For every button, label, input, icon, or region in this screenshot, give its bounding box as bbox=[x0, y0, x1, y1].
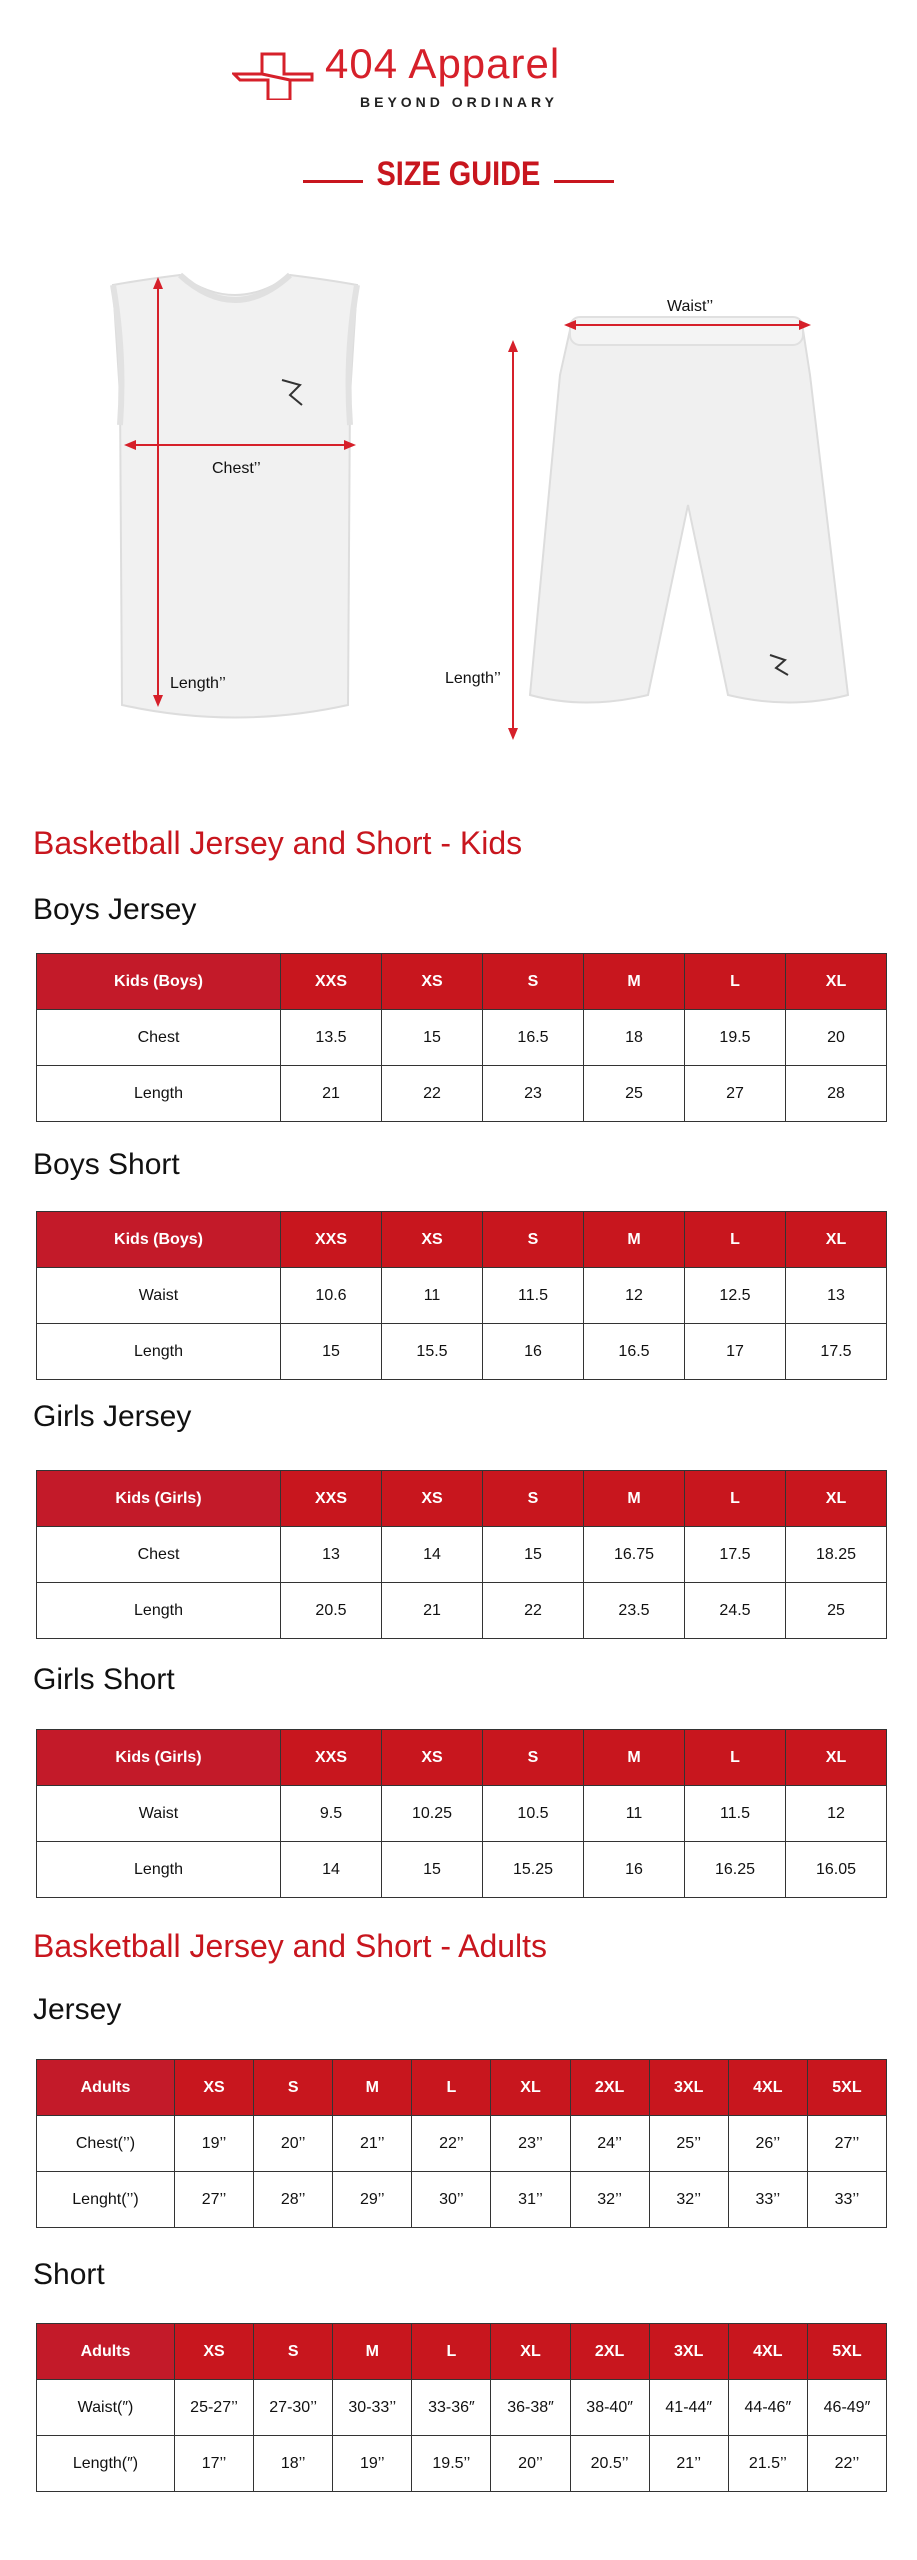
table-row bbox=[37, 1842, 887, 1898]
table-header-category: Kids (Boys) bbox=[37, 954, 281, 1010]
table-cell: 22 bbox=[382, 1066, 483, 1122]
table-header-size: XL bbox=[786, 954, 887, 1010]
table-row-label: Waist(″) bbox=[37, 2380, 175, 2436]
table-cell: 19.5’’ bbox=[412, 2436, 491, 2492]
table-header-size: XL bbox=[491, 2060, 570, 2116]
table-header-size: XS bbox=[175, 2060, 254, 2116]
brand-tagline: BEYOND ORDINARY bbox=[360, 94, 558, 110]
table-cell: 20 bbox=[786, 1010, 887, 1066]
table-header-size: S bbox=[483, 954, 584, 1010]
table-cell: 25-27’’ bbox=[175, 2380, 254, 2436]
adults-jersey-title: Jersey bbox=[33, 1993, 122, 2026]
table-row bbox=[37, 2172, 887, 2228]
table-cell: 22’’ bbox=[807, 2436, 886, 2492]
table-cell: 12.5 bbox=[685, 1268, 786, 1324]
table-cell: 28’’ bbox=[254, 2172, 333, 2228]
table-cell: 27’’ bbox=[175, 2172, 254, 2228]
table-cell: 44-46″ bbox=[728, 2380, 807, 2436]
girls-jersey-table bbox=[36, 1470, 887, 1639]
table-header-size: 2XL bbox=[570, 2060, 649, 2116]
table-cell: 20.5’’ bbox=[570, 2436, 649, 2492]
table-cell: 17.5 bbox=[786, 1324, 887, 1380]
table-cell: 18 bbox=[584, 1010, 685, 1066]
table-header-size: XS bbox=[382, 1212, 483, 1268]
table-row bbox=[37, 2116, 887, 2172]
table-cell: 16.5 bbox=[584, 1324, 685, 1380]
girls-short-table bbox=[36, 1729, 887, 1898]
table-cell: 27 bbox=[685, 1066, 786, 1122]
boys-short-table bbox=[36, 1211, 887, 1380]
table-header-size: 3XL bbox=[649, 2324, 728, 2380]
table-cell: 33-36″ bbox=[412, 2380, 491, 2436]
table-cell: 22 bbox=[483, 1583, 584, 1639]
table-cell: 32’’ bbox=[649, 2172, 728, 2228]
table-header-size: 4XL bbox=[728, 2324, 807, 2380]
table-header-size: XXS bbox=[281, 1212, 382, 1268]
table-header-size: 4XL bbox=[728, 2060, 807, 2116]
shorts-illustration bbox=[508, 317, 848, 740]
table-cell: 11.5 bbox=[483, 1268, 584, 1324]
table-cell: 18.25 bbox=[786, 1527, 887, 1583]
chest-label: Chest’’ bbox=[212, 460, 261, 477]
table-cell: 17 bbox=[685, 1324, 786, 1380]
table-cell: 33’’ bbox=[807, 2172, 886, 2228]
table-header-size: 5XL bbox=[807, 2060, 886, 2116]
title-rule-right bbox=[554, 180, 614, 183]
table-row-label: Chest bbox=[37, 1010, 281, 1066]
table-cell: 18’’ bbox=[254, 2436, 333, 2492]
table-header-size: XXS bbox=[281, 954, 382, 1010]
table-cell: 15 bbox=[382, 1842, 483, 1898]
table-cell: 21 bbox=[382, 1583, 483, 1639]
girls-short-title: Girls Short bbox=[33, 1663, 175, 1696]
table-row bbox=[37, 2436, 887, 2492]
table-cell: 22’’ bbox=[412, 2116, 491, 2172]
table-row-label: Length bbox=[37, 1066, 281, 1122]
table-header-size: L bbox=[412, 2060, 491, 2116]
table-cell: 19’’ bbox=[333, 2436, 412, 2492]
table-cell: 11 bbox=[382, 1268, 483, 1324]
table-header-size: L bbox=[685, 1471, 786, 1527]
table-row-label: Length bbox=[37, 1324, 281, 1380]
table-row bbox=[37, 1010, 887, 1066]
short-length-label: Length’’ bbox=[445, 670, 501, 687]
table-cell: 36-38″ bbox=[491, 2380, 570, 2436]
table-row bbox=[37, 1786, 887, 1842]
table-cell: 33’’ bbox=[728, 2172, 807, 2228]
table-cell: 21’’ bbox=[333, 2116, 412, 2172]
table-cell: 13.5 bbox=[281, 1010, 382, 1066]
table-row-label: Chest(’’) bbox=[37, 2116, 175, 2172]
boys-short-title: Boys Short bbox=[33, 1148, 180, 1181]
girls-jersey-title: Girls Jersey bbox=[33, 1400, 192, 1433]
table-header-size: M bbox=[333, 2060, 412, 2116]
table-cell: 15 bbox=[281, 1324, 382, 1380]
table-cell: 23 bbox=[483, 1066, 584, 1122]
table-header-size: XS bbox=[175, 2324, 254, 2380]
table-cell: 10.6 bbox=[281, 1268, 382, 1324]
table-cell: 26’’ bbox=[728, 2116, 807, 2172]
adults-short-title: Short bbox=[33, 2258, 105, 2291]
table-cell: 31’’ bbox=[491, 2172, 570, 2228]
table-cell: 27-30’’ bbox=[254, 2380, 333, 2436]
boys-jersey-title: Boys Jersey bbox=[33, 893, 197, 926]
table-cell: 17.5 bbox=[685, 1527, 786, 1583]
table-cell: 24.5 bbox=[685, 1583, 786, 1639]
table-header-size: XS bbox=[382, 1730, 483, 1786]
table-cell: 21’’ bbox=[649, 2436, 728, 2492]
table-cell: 32’’ bbox=[570, 2172, 649, 2228]
table-cell: 19’’ bbox=[175, 2116, 254, 2172]
table-header-size: L bbox=[685, 1730, 786, 1786]
table-header-size: XL bbox=[491, 2324, 570, 2380]
table-cell: 21.5’’ bbox=[728, 2436, 807, 2492]
table-cell: 15 bbox=[382, 1010, 483, 1066]
table-cell: 10.5 bbox=[483, 1786, 584, 1842]
table-cell: 46-49″ bbox=[807, 2380, 886, 2436]
table-cell: 19.5 bbox=[685, 1010, 786, 1066]
table-cell: 27’’ bbox=[807, 2116, 886, 2172]
table-cell: 13 bbox=[281, 1527, 382, 1583]
adults-section-title: Basketball Jersey and Short - Adults bbox=[33, 1928, 548, 1964]
table-cell: 16 bbox=[483, 1324, 584, 1380]
table-cell: 15 bbox=[483, 1527, 584, 1583]
adults-jersey-table bbox=[36, 2059, 887, 2228]
table-header-size: 5XL bbox=[807, 2324, 886, 2380]
page-title: SIZE GUIDE bbox=[376, 155, 541, 193]
table-header-size: 3XL bbox=[649, 2060, 728, 2116]
table-header-size: L bbox=[412, 2324, 491, 2380]
table-cell: 41-44″ bbox=[649, 2380, 728, 2436]
table-cell: 25 bbox=[786, 1583, 887, 1639]
table-header-size: S bbox=[483, 1730, 584, 1786]
table-header-size: S bbox=[254, 2324, 333, 2380]
table-cell: 28 bbox=[786, 1066, 887, 1122]
jersey-length-label: Length’’ bbox=[170, 675, 226, 692]
table-header-category: Kids (Boys) bbox=[37, 1212, 281, 1268]
table-header-size: XS bbox=[382, 954, 483, 1010]
table-row bbox=[37, 1324, 887, 1380]
table-cell: 25 bbox=[584, 1066, 685, 1122]
table-header-row bbox=[37, 1212, 887, 1268]
table-cell: 23.5 bbox=[584, 1583, 685, 1639]
table-row bbox=[37, 1527, 887, 1583]
table-cell: 20’’ bbox=[254, 2116, 333, 2172]
table-cell: 16.05 bbox=[786, 1842, 887, 1898]
table-header-size: XL bbox=[786, 1471, 887, 1527]
table-header-size: 2XL bbox=[570, 2324, 649, 2380]
jersey-illustration bbox=[113, 275, 357, 718]
table-header-category: Kids (Girls) bbox=[37, 1471, 281, 1527]
table-header-size: M bbox=[584, 954, 685, 1010]
table-cell: 16.25 bbox=[685, 1842, 786, 1898]
table-cell: 20.5 bbox=[281, 1583, 382, 1639]
table-row-label: Length(″) bbox=[37, 2436, 175, 2492]
table-header-row bbox=[37, 1730, 887, 1786]
table-header-size: S bbox=[483, 1471, 584, 1527]
waist-label: Waist’’ bbox=[667, 298, 714, 315]
table-row-label: Waist bbox=[37, 1786, 281, 1842]
logo-mark-icon bbox=[232, 50, 322, 100]
table-cell: 15.5 bbox=[382, 1324, 483, 1380]
table-header-row bbox=[37, 2324, 887, 2380]
table-cell: 21 bbox=[281, 1066, 382, 1122]
table-header-size: XXS bbox=[281, 1471, 382, 1527]
table-cell: 14 bbox=[281, 1842, 382, 1898]
table-header-size: XL bbox=[786, 1730, 887, 1786]
table-row-label: Waist bbox=[37, 1268, 281, 1324]
table-cell: 14 bbox=[382, 1527, 483, 1583]
table-row bbox=[37, 1583, 887, 1639]
table-cell: 16.5 bbox=[483, 1010, 584, 1066]
table-row bbox=[37, 1268, 887, 1324]
table-header-size: M bbox=[584, 1730, 685, 1786]
table-header-size: XL bbox=[786, 1212, 887, 1268]
table-cell: 30’’ bbox=[412, 2172, 491, 2228]
garment-illustration bbox=[0, 255, 917, 775]
table-cell: 29’’ bbox=[333, 2172, 412, 2228]
table-cell: 11 bbox=[584, 1786, 685, 1842]
table-cell: 38-40″ bbox=[570, 2380, 649, 2436]
table-header-category: Adults bbox=[37, 2324, 175, 2380]
table-header-size: M bbox=[584, 1212, 685, 1268]
table-cell: 16 bbox=[584, 1842, 685, 1898]
table-header-size: L bbox=[685, 954, 786, 1010]
table-header-row bbox=[37, 954, 887, 1010]
table-cell: 15.25 bbox=[483, 1842, 584, 1898]
table-header-row bbox=[37, 1471, 887, 1527]
table-cell: 9.5 bbox=[281, 1786, 382, 1842]
table-header-category: Adults bbox=[37, 2060, 175, 2116]
table-header-size: M bbox=[584, 1471, 685, 1527]
table-header-size: L bbox=[685, 1212, 786, 1268]
table-row bbox=[37, 1066, 887, 1122]
table-cell: 12 bbox=[584, 1268, 685, 1324]
table-cell: 25’’ bbox=[649, 2116, 728, 2172]
brand-name: 404 Apparel bbox=[325, 40, 561, 87]
adults-short-table bbox=[36, 2323, 887, 2492]
table-cell: 24’’ bbox=[570, 2116, 649, 2172]
table-header-size: M bbox=[333, 2324, 412, 2380]
boys-jersey-table bbox=[36, 953, 887, 1122]
table-header-size: XS bbox=[382, 1471, 483, 1527]
table-cell: 12 bbox=[786, 1786, 887, 1842]
table-cell: 11.5 bbox=[685, 1786, 786, 1842]
table-row bbox=[37, 2380, 887, 2436]
table-cell: 23’’ bbox=[491, 2116, 570, 2172]
table-row-label: Lenght(’’) bbox=[37, 2172, 175, 2228]
table-header-size: XXS bbox=[281, 1730, 382, 1786]
table-cell: 30-33’’ bbox=[333, 2380, 412, 2436]
table-cell: 10.25 bbox=[382, 1786, 483, 1842]
table-header-row bbox=[37, 2060, 887, 2116]
table-row-label: Length bbox=[37, 1583, 281, 1639]
table-cell: 20’’ bbox=[491, 2436, 570, 2492]
table-header-category: Kids (Girls) bbox=[37, 1730, 281, 1786]
table-cell: 13 bbox=[786, 1268, 887, 1324]
table-cell: 17’’ bbox=[175, 2436, 254, 2492]
table-row-label: Chest bbox=[37, 1527, 281, 1583]
kids-section-title: Basketball Jersey and Short - Kids bbox=[33, 825, 523, 861]
table-header-size: S bbox=[483, 1212, 584, 1268]
table-cell: 16.75 bbox=[584, 1527, 685, 1583]
table-row-label: Length bbox=[37, 1842, 281, 1898]
table-header-size: S bbox=[254, 2060, 333, 2116]
